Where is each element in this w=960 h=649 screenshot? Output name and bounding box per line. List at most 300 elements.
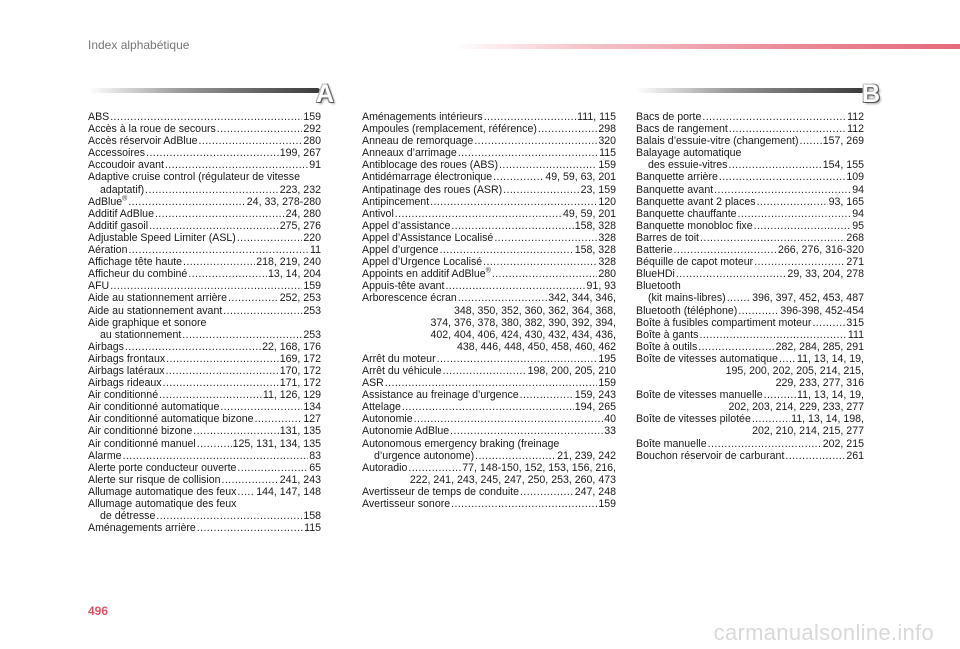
index-term: [88, 292, 227, 304]
index-term-text: au stationnement: [100, 328, 182, 341]
index-term-text: Antivol: [362, 207, 394, 220]
index-page-refs: 159: [303, 280, 321, 293]
index-term: [88, 268, 187, 280]
index-term: [88, 208, 154, 220]
index-term-text: Appuis-tête avant: [362, 280, 445, 293]
index-page-refs: 253: [303, 304, 321, 317]
index-page-refs: 120: [598, 195, 616, 208]
index-entry: [362, 353, 616, 365]
index-term: [88, 135, 198, 147]
index-entry: [88, 184, 321, 196]
index-term-text: Alerte sur risque de collision: [88, 473, 221, 486]
index-term: [88, 486, 236, 498]
dot-leader: [182, 329, 302, 341]
index-term: [362, 232, 493, 244]
dot-leader: [221, 474, 278, 486]
index-page-refs: 11, 13, 14, 19,: [797, 352, 864, 365]
index-entry: [362, 208, 616, 220]
index-entry: [636, 450, 864, 462]
index-entry: [88, 377, 321, 389]
index-page-refs: 49, 59, 63, 201: [545, 171, 616, 184]
index-term-text: Air conditionné manuel: [88, 437, 196, 450]
index-page-refs: 112: [847, 123, 864, 136]
index-term: [362, 401, 401, 413]
index-term: [362, 123, 537, 135]
index-term-text: Aide au stationnement avant: [88, 304, 223, 317]
index-entry: [362, 171, 616, 183]
index-page-refs: 282, 284, 285, 291: [775, 340, 864, 353]
index-column-2: [362, 111, 616, 510]
index-term: [100, 329, 181, 341]
index-entry: [362, 450, 616, 462]
index-term: [88, 147, 145, 159]
index-term-text: d’urgence autonome): [374, 449, 475, 462]
dot-leader: [727, 292, 751, 304]
index-entry: [362, 220, 616, 232]
index-page-refs: 271: [846, 256, 864, 269]
index-entry: [636, 171, 864, 183]
index-term: [88, 256, 182, 268]
index-entry: [636, 389, 864, 401]
index-entry: [362, 196, 616, 208]
index-entry: [636, 256, 864, 268]
index-term-text: Affichage tête haute: [88, 256, 183, 269]
index-term: [88, 462, 236, 474]
index-entry: [362, 498, 616, 510]
dot-leader: [430, 196, 597, 208]
index-term-text: Arrêt du moteur: [362, 352, 436, 365]
index-page-refs: 266, 276, 316-320: [777, 244, 864, 257]
index-term: [88, 305, 222, 317]
dot-leader: [779, 353, 796, 365]
registered-mark: ®: [485, 267, 491, 275]
index-term-text: Boîte de vitesses automatique: [636, 352, 778, 365]
letter-b-rule: [636, 88, 864, 93]
dot-leader: [728, 159, 821, 171]
index-term: [88, 123, 216, 135]
index-entry-pages-continued: 229, 233, 277, 316: [775, 377, 864, 390]
index-term-text: Appel d’Assistance Localisé: [362, 231, 494, 244]
dot-leader: [145, 184, 279, 196]
index-entry: [88, 474, 321, 486]
index-page-refs: 292: [303, 123, 321, 136]
index-term-text: Béquille de capot moteur: [636, 256, 754, 269]
dot-leader: [493, 171, 544, 183]
dot-leader: [800, 135, 822, 147]
dot-leader: [483, 256, 597, 268]
index-entry: [88, 365, 321, 377]
index-term: [636, 317, 811, 329]
index-term: [88, 425, 192, 437]
index-term: [362, 196, 429, 208]
dot-leader: [451, 498, 597, 510]
index-column-3: [636, 111, 864, 462]
index-entry: [88, 111, 321, 123]
index-entry: [362, 244, 616, 256]
index-page-refs: 33: [604, 425, 616, 438]
index-term: [362, 147, 457, 159]
index-term-text: Anneau de remorquage: [362, 135, 474, 148]
index-term-text: Ampoules (remplacement, référence): [362, 123, 537, 136]
index-entry: [88, 389, 321, 401]
index-entry: [88, 256, 321, 268]
dot-leader: [199, 135, 303, 147]
index-term-text: Barres de toit: [636, 231, 700, 244]
index-page-refs: 115: [599, 147, 616, 160]
dot-leader: [492, 268, 597, 280]
index-term-text: Boîte manuelle: [636, 437, 707, 450]
dot-leader: [708, 438, 822, 450]
dot-leader: [764, 389, 796, 401]
index-term: [636, 123, 728, 135]
dot-leader: [146, 147, 279, 159]
index-entry-pages-continued: 195, 200, 202, 205, 214, 215,: [725, 364, 864, 377]
index-entry: [362, 486, 616, 498]
index-entry: [636, 341, 864, 353]
index-entry-pages-continued: 202, 210, 214, 215, 277: [752, 425, 864, 438]
index-term-text: Boîte à outils: [636, 340, 698, 353]
index-term: [374, 450, 474, 462]
index-entry: [636, 232, 864, 244]
index-term: [636, 256, 753, 268]
index-entry: [88, 486, 321, 498]
index-term: [100, 184, 144, 196]
index-term: [362, 353, 436, 365]
index-term: [636, 389, 763, 401]
dot-leader: [197, 522, 303, 534]
index-term-text: Alarme: [88, 449, 122, 462]
index-term-text: Antipatinage des roues (ASR): [362, 183, 503, 196]
index-page-refs: 253: [303, 328, 321, 341]
dot-leader: [484, 111, 576, 123]
dot-leader: [188, 268, 267, 280]
index-term-text: Accès réservoir AdBlue: [88, 135, 198, 148]
index-entry-heading: Allumage automatique des feux: [88, 498, 237, 510]
dot-leader: [128, 196, 245, 208]
index-entry: [362, 123, 616, 135]
index-entry: [636, 123, 864, 135]
index-term-text: Accessoires: [88, 147, 146, 160]
index-entry: [88, 450, 321, 462]
index-term: [636, 184, 713, 196]
dot-leader: [110, 280, 302, 292]
dot-leader: [223, 305, 302, 317]
index-term: [636, 171, 718, 183]
letter-a-heading: A: [316, 80, 335, 108]
index-entry: [362, 365, 616, 377]
index-term: [648, 292, 726, 304]
index-page-refs: 268: [846, 231, 864, 244]
index-page-refs: 11, 126, 129: [262, 389, 321, 402]
index-entry: [636, 268, 864, 280]
dot-leader: [228, 292, 279, 304]
index-term-text: BlueHDi: [636, 268, 675, 281]
index-page-refs: 298: [598, 123, 616, 136]
dot-leader: [674, 244, 777, 256]
index-entry: [88, 123, 321, 135]
index-term: [636, 438, 707, 450]
index-entry: [88, 159, 321, 171]
index-page-refs: 199, 267: [279, 147, 321, 160]
dot-leader: [499, 159, 597, 171]
dot-leader: [217, 123, 303, 135]
index-term-text: Airbags frontaux: [88, 352, 166, 365]
index-page-refs: 94: [852, 183, 864, 196]
index-term: [88, 111, 109, 123]
index-term-text: AFU: [88, 280, 110, 293]
index-term-text: Banquette arrière: [636, 171, 718, 184]
index-entry: [362, 377, 616, 389]
index-term: [88, 341, 124, 353]
index-page-refs: 220: [303, 231, 321, 244]
index-entry: [636, 220, 864, 232]
index-term-text: Arborescence écran: [362, 292, 457, 305]
index-term-text: Aération: [88, 244, 128, 257]
index-page-refs: 252, 253: [279, 292, 321, 305]
index-term-text: Avertisseur de temps de conduite: [362, 485, 520, 498]
index-page-refs: 83: [309, 449, 321, 462]
index-entry: [88, 401, 321, 413]
index-page-refs: 29, 33, 204, 278: [787, 268, 864, 281]
index-entry: [362, 413, 616, 425]
dot-leader: [538, 123, 597, 135]
index-entry: [88, 353, 321, 365]
index-term: [88, 377, 162, 389]
index-entry: [636, 292, 864, 304]
index-term: [636, 232, 699, 244]
index-page-refs: 131, 135: [279, 425, 321, 438]
index-page-refs: 241, 243: [279, 473, 321, 486]
index-term-text: Batterie: [636, 244, 673, 257]
dot-leader: [676, 268, 787, 280]
index-term: [362, 208, 394, 220]
index-page-refs: 247, 248: [574, 485, 616, 498]
registered-mark: ®: [122, 195, 128, 203]
dot-leader: [450, 425, 603, 437]
index-term-text: Antiblocage des roues (ABS): [362, 159, 499, 172]
index-page-refs: 112: [847, 111, 864, 123]
index-entry: [88, 232, 321, 244]
index-entry: [88, 208, 321, 220]
index-page-refs: 194, 265: [574, 401, 616, 414]
index-term: [362, 171, 492, 183]
dot-leader: [123, 450, 309, 462]
index-entry: [636, 135, 864, 147]
index-entry: [88, 135, 321, 147]
index-term-text: Banquette monobloc fixe: [636, 219, 753, 232]
index-page-refs: 21, 239, 242: [557, 449, 616, 462]
index-term: [100, 510, 155, 522]
index-page-refs: 23, 159: [580, 183, 616, 196]
index-term-text: (kit mains-libres): [648, 292, 726, 305]
index-term: [88, 389, 158, 401]
index-page-refs: 396, 397, 452, 453, 487: [752, 292, 864, 305]
index-entry: [636, 438, 864, 450]
index-page-refs: 195: [598, 352, 616, 365]
index-term-text: Alerte porte conducteur ouverte: [88, 461, 237, 474]
index-entry: [362, 389, 616, 401]
dot-leader: [402, 401, 574, 413]
index-entry: [636, 244, 864, 256]
index-entry: [88, 522, 321, 534]
index-page-refs: 24, 280: [285, 207, 321, 220]
index-entry: [362, 401, 616, 413]
index-page-refs: 91: [309, 159, 321, 172]
dot-leader: [443, 365, 527, 377]
index-term-text: Air conditionné automatique: [88, 401, 220, 414]
dot-leader: [738, 305, 779, 317]
index-term: [636, 268, 675, 280]
index-term: [636, 450, 784, 462]
index-page-refs: 159: [303, 111, 321, 123]
index-term-text: Air conditionné bizone: [88, 425, 193, 438]
dot-leader: [193, 425, 279, 437]
index-term-text: ASR: [362, 377, 384, 390]
index-page-refs: 261: [846, 449, 864, 462]
index-term-text: Banquette avant: [636, 183, 714, 196]
index-page-refs: 396-398, 452-454: [780, 304, 864, 317]
index-page-refs: 158, 328: [574, 219, 616, 232]
index-entry: [362, 292, 616, 304]
index-term-text: Anneaux d’arrimage: [362, 147, 457, 160]
dot-leader: [155, 208, 285, 220]
index-term-text: Bacs de porte: [636, 111, 702, 123]
index-term-text: adaptatif): [100, 183, 145, 196]
index-entry: [636, 111, 864, 123]
dot-leader: [165, 159, 308, 171]
index-entry-heading: Adaptive cruise control (régulateur de vitesse: [88, 171, 300, 184]
index-page-refs: 11: [310, 244, 321, 257]
index-term-text: Appel d’assistance: [362, 219, 451, 232]
index-term: [362, 462, 407, 474]
index-entry: [88, 147, 321, 159]
index-page-refs: 13, 14, 204: [267, 268, 321, 281]
index-term: [88, 196, 127, 208]
dot-leader: [149, 220, 279, 232]
index-page-refs: 202, 215: [822, 437, 864, 450]
index-term: [362, 184, 502, 196]
index-term: [88, 353, 165, 365]
index-entry: [636, 317, 864, 329]
dot-leader: [520, 486, 574, 498]
index-page-refs: 109: [846, 171, 864, 184]
index-term-text: Accoudoir avant: [88, 159, 164, 172]
index-entry: [636, 305, 864, 317]
index-page-refs: 218, 219, 240: [256, 256, 321, 269]
dot-leader: [166, 365, 279, 377]
index-term: [88, 220, 148, 232]
index-term-text: Autonomie: [362, 413, 413, 426]
dot-leader: [719, 171, 845, 183]
dot-leader: [475, 450, 556, 462]
index-term: [88, 413, 254, 425]
index-term-text: Air conditionné automatique bizone: [88, 413, 254, 426]
dot-leader: [699, 329, 846, 341]
index-page-refs: 154, 155: [822, 159, 864, 172]
index-term-text: Attelage: [362, 401, 401, 414]
index-term-text: Accès à la roue de secours: [88, 123, 216, 136]
index-term: [362, 365, 442, 377]
index-entry: [88, 341, 321, 353]
index-page-refs: 315: [846, 316, 864, 329]
index-term: [636, 111, 701, 123]
index-term-text: Boîte de vitesses manuelle: [636, 389, 763, 402]
index-page-refs: 125, 131, 134, 135: [232, 437, 321, 450]
dot-leader: [451, 220, 573, 232]
index-entry: [362, 147, 616, 159]
index-page-refs: 49, 59, 201: [562, 207, 616, 220]
index-page-refs: 158, 328: [574, 244, 616, 257]
index-entry: [636, 196, 864, 208]
index-term-text: Antipincement: [362, 195, 430, 208]
index-term: [88, 232, 236, 244]
index-term: [636, 341, 697, 353]
index-term-text: Boîte à fusibles compartiment moteur: [636, 316, 812, 329]
letter-a-rule: [88, 88, 320, 93]
index-entry: [88, 196, 321, 208]
dot-leader: [255, 413, 303, 425]
index-entry: [636, 413, 864, 425]
index-page-refs: 93, 165: [828, 195, 864, 208]
watermark: carmanualsonline.info: [713, 620, 934, 645]
dot-leader: [197, 438, 232, 450]
index-term: [636, 305, 737, 317]
dot-leader: [702, 111, 846, 123]
index-page-refs: 275, 276: [279, 219, 321, 232]
dot-leader: [458, 147, 598, 159]
index-entry: [362, 159, 616, 171]
dot-leader: [738, 208, 852, 220]
index-entry: [88, 220, 321, 232]
dot-leader: [220, 401, 302, 413]
dot-leader: [128, 244, 309, 256]
index-term-text: Airbags latéraux: [88, 364, 165, 377]
index-entry: [636, 208, 864, 220]
index-entry: [88, 413, 321, 425]
dot-leader: [757, 196, 828, 208]
index-entry: [362, 135, 616, 147]
index-term: [362, 413, 413, 425]
index-page-refs: 11, 13, 14, 19,: [797, 389, 864, 402]
dot-leader: [458, 292, 547, 304]
index-page-refs: 169, 172: [279, 352, 321, 365]
index-term-text: Adjustable Speed Limiter (ASL): [88, 231, 236, 244]
index-page-refs: 320: [598, 135, 616, 148]
index-term: [88, 522, 196, 534]
index-term-text: Banquette avant 2 places: [636, 195, 756, 208]
index-page-refs: 40: [604, 413, 616, 426]
index-term-text: Appel d’urgence: [362, 244, 439, 257]
index-term-text: Aménagements intérieurs: [362, 111, 483, 123]
dot-leader: [395, 208, 562, 220]
index-entry: [88, 244, 321, 256]
index-entry: [362, 256, 616, 268]
index-term: [362, 268, 491, 280]
index-term: [362, 292, 457, 304]
index-term: [362, 425, 449, 437]
index-term-text: Bluetooth (téléphone): [636, 304, 738, 317]
index-entry: [88, 292, 321, 304]
index-entry: [88, 329, 321, 341]
index-term: [362, 256, 482, 268]
index-term: [88, 244, 127, 256]
index-term-text: des essuie-vitres: [648, 159, 728, 172]
index-term: [362, 486, 519, 498]
header-accent-bar: [452, 44, 960, 49]
index-entry-pages-continued: 438, 446, 448, 450, 458, 460, 462: [456, 340, 616, 353]
index-term: [362, 111, 483, 123]
index-term: [636, 244, 673, 256]
